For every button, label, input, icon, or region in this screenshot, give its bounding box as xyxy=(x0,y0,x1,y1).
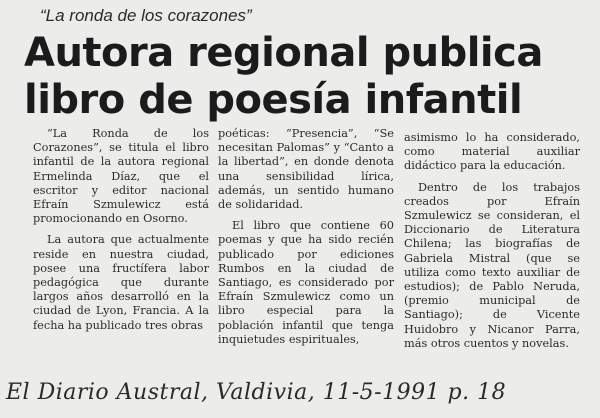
paragraph: El libro que contiene 60 poemas y que ha sido recién publicado por ediciones Rumbos en la ciudad de Santiago, es considerado por Efraín Szmulewicz como un libro especial para la población infantil que tenga inquietudes espirituales, xyxy=(218,219,394,346)
article-headline xyxy=(24,30,543,124)
paragraph: “La Ronda de los Corazones”, se titula el libro infantil de la autora regional Ermelinda Díaz, que el escritor y editor nacional Efraín Szmulewicz está promocionando en Osorno. xyxy=(33,127,209,226)
headline-line-1: Autora regional publica xyxy=(24,30,543,76)
article-column-2 xyxy=(218,127,394,354)
headline-line-2: libro de poesía infantil xyxy=(24,77,523,123)
article-column-3 xyxy=(404,131,580,358)
handwritten-source-note: El Diario Austral, Valdivia, 11-5-1991 p. 18 xyxy=(6,380,507,405)
paragraph: poéticas: “Presencia”, “Se necesitan Palomas” y “Canto a la libertad”, en donde denota una sensibilidad lírica, además, un sentido humano de solidaridad. xyxy=(218,127,394,212)
paragraph: Dentro de los trabajos creados por Efraín Szmulewicz se consideran, el Diccionario de Literatura Chilena; las biografías de Gabriela Mistral (que se utiliza como texto auxiliar de estudios); de Pablo Neruda, (premio municipal de Santiago); de Vicente Huidobro y Nicanor Parra, más otros cuentos y novelas. xyxy=(404,180,580,350)
article-kicker: “La ronda de los corazones” xyxy=(40,6,252,25)
article-column-1 xyxy=(33,127,209,340)
paragraph: asimismo lo ha considerado, como material auxiliar didáctico para la educación. xyxy=(404,131,580,173)
paragraph: La autora que actualmente reside en nuestra ciudad, posee una fructífera labor pedagógica que durante largos años desarrolló en la ciudad de Lyon, Francia. A la fecha ha publicado tres obras xyxy=(33,233,209,332)
